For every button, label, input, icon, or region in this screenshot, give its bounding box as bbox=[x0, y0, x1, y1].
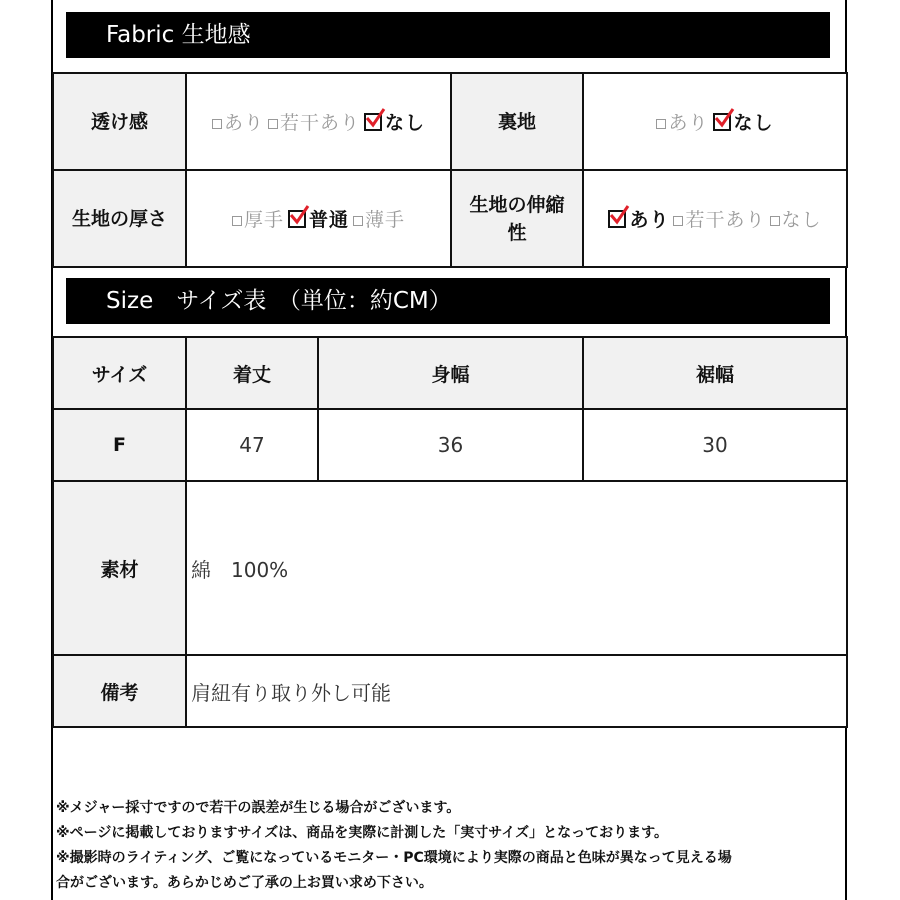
option-label: なし bbox=[781, 209, 822, 231]
size-hem-value: 30 bbox=[583, 409, 847, 481]
size-row-label: F bbox=[53, 409, 186, 481]
option-label: 普通 bbox=[308, 209, 349, 231]
option-label: なし bbox=[385, 112, 426, 134]
sheer-options bbox=[186, 73, 451, 170]
sheer-label: 透け感 bbox=[53, 73, 186, 170]
checked-option bbox=[288, 205, 349, 232]
material-value: 綿 100% bbox=[186, 481, 847, 655]
unchecked-option bbox=[212, 108, 264, 135]
size-table bbox=[52, 336, 848, 728]
stretch-label-line1: 生地の伸縮 bbox=[469, 193, 565, 216]
size-header-width: 身幅 bbox=[318, 337, 583, 409]
unchecked-option bbox=[268, 108, 360, 135]
option-label: 若干あり bbox=[279, 112, 360, 134]
option-label: あり bbox=[668, 112, 709, 134]
empty-checkbox-icon bbox=[212, 119, 222, 129]
note-line: ※ページに掲載しておりますサイズは、商品を実際に計測した「実寸サイズ」となっております。 bbox=[56, 825, 668, 841]
checkmark-icon bbox=[713, 113, 731, 131]
checkmark-icon bbox=[288, 210, 306, 228]
empty-checkbox-icon bbox=[770, 216, 780, 226]
size-length-value: 47 bbox=[186, 409, 318, 481]
empty-checkbox-icon bbox=[656, 119, 666, 129]
option-label: あり bbox=[629, 209, 670, 231]
checked-option bbox=[608, 205, 669, 232]
unchecked-option bbox=[656, 108, 708, 135]
option-label: 若干あり bbox=[685, 209, 766, 231]
empty-checkbox-icon bbox=[268, 119, 278, 129]
empty-checkbox-icon bbox=[673, 216, 683, 226]
option-label: 厚手 bbox=[243, 209, 284, 231]
unchecked-option bbox=[673, 205, 765, 232]
note-line: ※メジャー採寸ですので若干の誤差が生じる場合がございます。 bbox=[56, 800, 461, 816]
lining-label: 裏地 bbox=[451, 73, 583, 170]
remarks-value: 肩紐有り取り外し可能 bbox=[186, 655, 847, 727]
remarks-label: 備考 bbox=[53, 655, 186, 727]
note-line: 合がございます。あらかじめご了承の上お買い求め下さい。 bbox=[56, 875, 433, 891]
lining-options bbox=[583, 73, 847, 170]
checked-option bbox=[713, 108, 774, 135]
fabric-heading: Fabric 生地感 bbox=[66, 12, 830, 58]
option-label: なし bbox=[733, 112, 774, 134]
unchecked-option bbox=[232, 205, 284, 232]
empty-checkbox-icon bbox=[232, 216, 242, 226]
unchecked-option bbox=[770, 205, 822, 232]
checkmark-icon bbox=[608, 210, 626, 228]
material-label: 素材 bbox=[53, 481, 186, 655]
note-line: ※撮影時のライティング、ご覧になっているモニター・PC環境により実際の商品と色味が異なって見える場 bbox=[56, 850, 732, 866]
size-heading: Size サイズ表 （単位：約CM） bbox=[66, 278, 830, 324]
unchecked-option bbox=[353, 205, 405, 232]
stretch-label bbox=[451, 170, 583, 267]
fabric-table bbox=[52, 72, 848, 268]
stretch-label-line2: 性 bbox=[507, 221, 527, 244]
size-header-hem: 裾幅 bbox=[583, 337, 847, 409]
option-label: あり bbox=[223, 112, 264, 134]
thickness-options bbox=[186, 170, 451, 267]
thickness-label: 生地の厚さ bbox=[53, 170, 186, 267]
notes bbox=[56, 796, 842, 896]
option-label: 薄手 bbox=[365, 209, 406, 231]
size-width-value: 36 bbox=[318, 409, 583, 481]
size-header-length: 着丈 bbox=[186, 337, 318, 409]
checkmark-icon bbox=[364, 113, 382, 131]
stretch-options bbox=[583, 170, 847, 267]
empty-checkbox-icon bbox=[353, 216, 363, 226]
checked-option bbox=[364, 108, 425, 135]
size-header-size: サイズ bbox=[53, 337, 186, 409]
